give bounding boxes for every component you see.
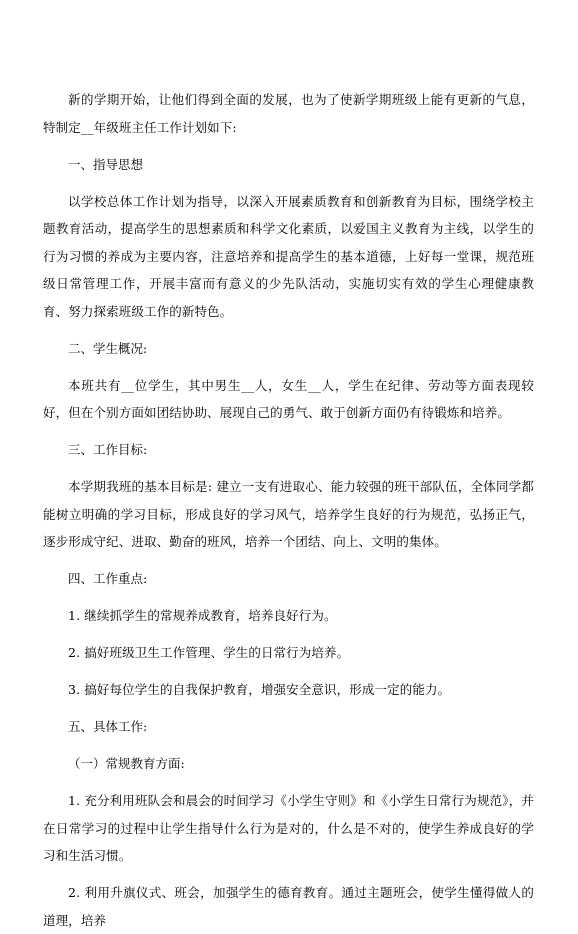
work-focus-item-3: 3. 搞好每位学生的自我保护教育，增强安全意识，形成一定的能力。 [68,682,451,697]
student-overview-paragraph: 本班共有__位学生，其中男生__人，女生__人，学生在纪律、劳动等方面表现较好，但在个别方面如团结协助、展现自己的勇气、敢于创新方面仍有待锻炼和培养。 [43,377,534,420]
section-heading-guiding-thought: 一、指导思想 [68,156,144,172]
section-heading-student-overview: 二、学生概况: [68,340,148,356]
section-heading-work-goals: 三、工作目标: [68,442,148,457]
work-goals-paragraph: 本学期我班的基本目标是: 建立一支有进取心、能力较强的班干部队伍，全体同学都能树立明确的学习目标，形成良好的学习风气，培养学生良好的行为规范，弘扬正气，逐步形成守纪、进取、勤奋的班风，培养一个团结、向上、文明的集体。 [43,479,534,549]
work-focus-item-1: 1. 继续抓学生的常规养成教育，培养良好行为。 [68,608,337,623]
section-heading-work-focus: 四、工作重点: [68,571,148,586]
intro-paragraph: 新的学期开始，让他们得到全面的发展，也为了使新学期班级上能有更新的气息，特制定__年级班主任工作计划如下: [43,92,534,135]
guiding-thought-paragraph: 以学校总体工作计划为指导，以深入开展素质教育和创新教育为目标，围绕学校主题教育活动，提高学生的思想素质和科学文化素质，以爱国主义教育为主线，以学生的行为习惯的养成为主要内容，注意培养和提高学生的基本道德，上好每一堂课，规范班级日常管理工作，开展丰富而有意义的少先队活动，实施切实有效的学生心理健康教育、努力探索班级工作的新特色。 [43,193,534,319]
routine-education-item-1: 1. 充分利用班队会和晨会的时间学习《小学生守则》和《小学生日常行为规范》，并在日常学习的过程中让学生指导什么行为是对的，什么是不对的，使学生养成良好的学习和生活习惯。 [43,793,534,863]
routine-education-item-2: 2. 利用升旗仪式、班会，加强学生的德育教育。通过主题班会，使学生懂得做人的道理，培养 [43,885,534,928]
subsection-heading-routine-education: （一）常规教育方面: [68,756,185,771]
work-focus-item-2: 2. 搞好班级卫生工作管理、学生的日常行为培养。 [68,645,350,660]
section-heading-specific-work: 五、具体工作: [68,719,148,734]
